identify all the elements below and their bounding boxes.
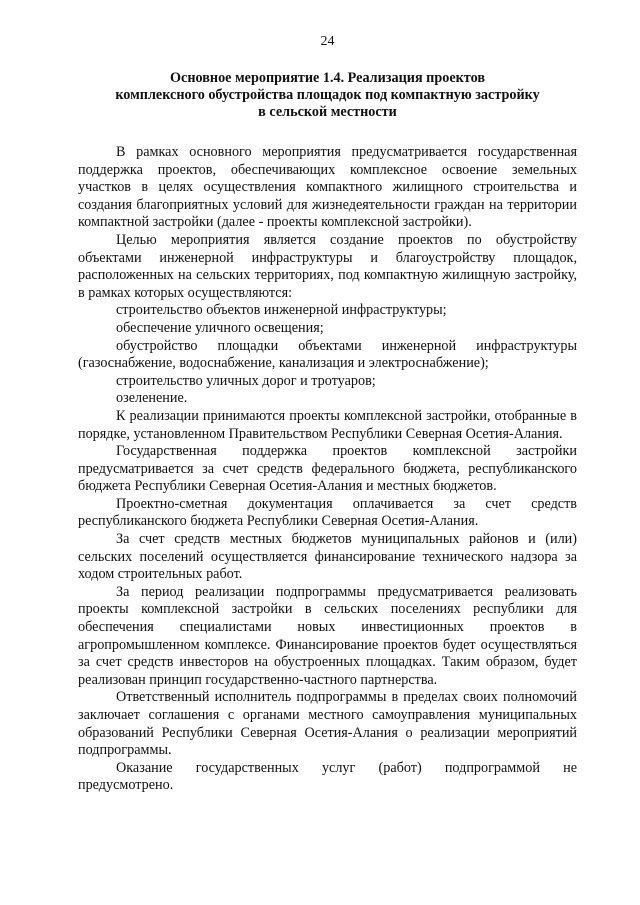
paragraph: Целью мероприятия является создание проектов по обустройству объектами инженерной инфраструктуры и благоустройству площадок, расположенных на сельских территориях, под компактную жилищную застройку, в рамках которых осуществляются: [78, 231, 577, 301]
list-item: обустройство площадки объектами инженерной инфраструктуры (газоснабжение, водоснабжение, канализация и электроснабжение); [78, 337, 577, 372]
page-number: 24 [320, 34, 335, 49]
paragraph: Оказание государственных услуг (работ) подпрограммой не предусмотрено. [78, 759, 577, 794]
section-title-line: Основное мероприятие 1.4. Реализация проектов [169, 70, 485, 86]
paragraph: К реализации принимаются проекты комплексной застройки, отобранные в порядке, установленном Правительством Республики Северная Осетия-Алания. [78, 407, 577, 442]
paragraph: За период реализации подпрограммы предусматривается реализовать проекты комплексной застройки в сельских поселениях республики для обеспечения специалистами новых инвестиционных проектов в агропромышленном комплексе. Финансирование проектов будет осуществляться за счет средств инвесторов на обустроенных площадках. Таким образом, будет реализован принцип государственно-частного партнерства. [78, 583, 577, 688]
paragraph: За счет средств местных бюджетов муниципальных районов и (или) сельских поселений осуществляется финансирование технического надзора за ходом строительных работ. [78, 531, 577, 583]
paragraph: Государственная поддержка проектов комплексной застройки предусматривается за счет средств федерального бюджета, республиканского бюджета Республики Северная Осетия-Алания и местных бюджетов. [78, 443, 577, 495]
list-item: строительство уличных дорог и тротуаров; [116, 372, 376, 389]
section-title [78, 70, 577, 121]
list-item: обеспечение уличного освещения; [116, 319, 324, 336]
section-title-line: в сельской местности [258, 104, 397, 120]
section-title-line: комплексного обустройства площадок под компактную застройку [115, 87, 540, 103]
list-item: озеленение. [116, 390, 188, 407]
list-item: строительство объектов инженерной инфраструктуры; [116, 302, 447, 319]
paragraph: Ответственный исполнитель подпрограммы в пределах своих полномочий заключает соглашения с органами местного самоуправления муниципальных образований Республики Северная Осетия-Алания о реализации мероприятий подпрограммы. [78, 689, 577, 759]
paragraph: Проектно-сметная документация оплачивается за счет средств республиканского бюджета Республики Северная Осетия-Алания. [78, 495, 577, 530]
document-body [78, 144, 577, 795]
paragraph: В рамках основного мероприятия предусматривается государственная поддержка проектов, обеспечивающих комплексное освоение земельных участков в целях осуществления компактного жилищного строительства и создания благоприятных условий для жизнедеятельности граждан на территории компактной застройки (далее - проекты комплексной застройки). [78, 144, 577, 231]
